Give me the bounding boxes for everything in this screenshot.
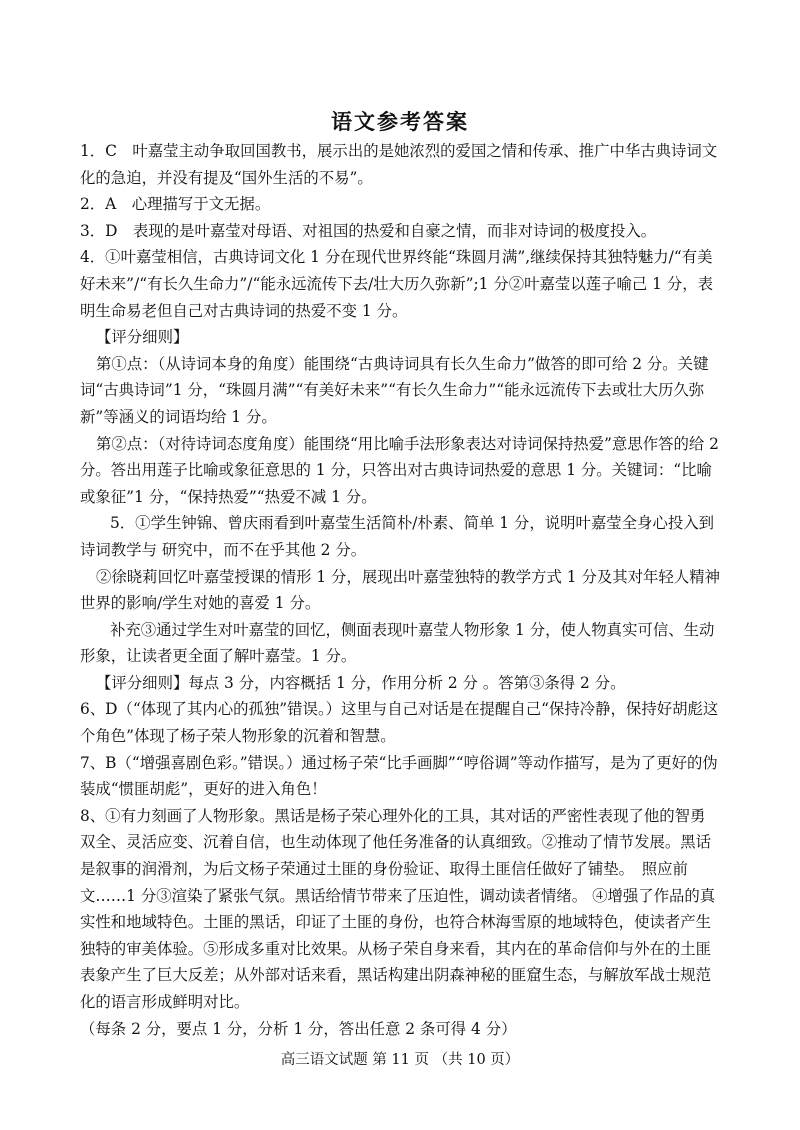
answer-6: 6、D（“体现了其内心的孤独”错误。）这里与自己对话是在提醒自己“保持冷静，保持好胡彪这个角色”体现了杨子荣人物形象的沉着和智慧。 <box>80 700 719 746</box>
answer-4: 4．①叶嘉莹相信，古典诗词文化 1 分在现代世界终能“珠圆月满”,继续保持其独特魅力/“有美好未来”/“有长久生命力”/“能永远流传下去/壮大历久弥新”;1 分②叶嘉莹以莲子喻己 1 分，表明生命易老但自己对古典诗词的热爱不变 1 分。 <box>80 248 714 320</box>
answer-content <box>80 138 720 1042</box>
answer-3: 3．D 表现的是叶嘉莹对母语、对祖国的热爱和自豪之情，而非对诗词的极度投入。 <box>80 221 657 240</box>
answer-5-scoring-rules: 【评分细则】每点 3 分，内容概括 1 分，作用分析 2 分 。答第③条得 2 分。 <box>96 673 626 692</box>
page-footer: 高三语文试题 第 11 页 （共 10 页） <box>280 1052 520 1068</box>
answer-5-point-1: 5．①学生钟锦、曾庆雨看到叶嘉莹生活简朴/朴素、简单 1 分，说明叶嘉莹全身心投入到诗词教学与 研究中，而不在乎其他 2 分。 <box>80 514 715 559</box>
page-title: 语文参考答案 <box>331 110 469 134</box>
answer-8-scoring-note: （每条 2 分，要点 1 分，分析 1 分，答出任意 2 条可得 4 分） <box>80 1019 517 1038</box>
answer-1: 1．C 叶嘉莹主动争取回国教书，展示出的是她浓烈的爱国之情和传承、推广中华古典诗词文化的急迫，并没有提及“国外生活的不易”。 <box>80 142 718 187</box>
scoring-point-2: 第②点：（对待诗词态度角度）能围绕“用比喻手法形象表达对诗词保持热爱”意思作答的给 2 分。答出用莲子比喻或象征意思的 1 分，只答出对古典诗词热爱的意思 1 分。关键词：“比喻或象征”1 分，“保持热爱”“热爱不减 1 分。 <box>80 434 719 506</box>
answer-7: 7、B（“增强喜剧色彩。”错误。）通过杨子荣“比手画脚”“哼俗调”等动作描写，是为了更好的伪装成“惯匪胡彪”，更好的进入角色！ <box>80 753 718 799</box>
scoring-point-1: 第①点：（从诗词本身的角度）能围绕“古典诗词具有长久生命力”做答的即可给 2 分。关键词“古典诗词”1 分，“珠圆月满”“有美好未来”“有长久生命力”“能永远流传下去或壮大历久弥新”等涵义的词语均给 1 分。 <box>80 354 709 426</box>
answer-5-point-2: ②徐晓莉回忆叶嘉莹授课的情形 1 分，展现出叶嘉莹独特的教学方式 1 分及其对年轻人精神世界的影响/学生对她的喜爱 1 分。 <box>80 567 720 613</box>
answer-5-supplement: 补充③通过学生对叶嘉莹的回忆，侧面表现叶嘉莹人物形象 1 分，使人物真实可信、生动形象，让读者更全面了解叶嘉莹。1 分。 <box>80 620 715 666</box>
answer-8: 8、①有力刻画了人物形象。黑话是杨子荣心理外化的工具，其对话的严密性表现了他的智勇双全、灵活应变、沉着自信，也生动体现了他任务准备的认真细致。②推动了情节发展。黑话是叙事的润滑剂，为后文杨子荣通过土匪的身份验证、取得土匪信任做好了铺垫。 照应前文……1 分③渲染了紧张气氛。黑话给情节带来了压迫性，调动读者情绪。 ④增强了作品的真实性和地域特色。土匪的黑话，印证了土匪的身份，也符合林海雪原的地域特色，使读者产生独特的审美体验。⑤形成多重对比效果。从杨子荣自身来看，其内在的革命信仰与外在的土匪表象产生了巨大反差；从外部对话来看，黑话构建出阴森神秘的匪窟生态，与解放军战士规范化的语言形成鲜明对比。 <box>80 806 716 1011</box>
scoring-rules-heading: 【评分细则】 <box>96 328 189 347</box>
answer-2: 2．A 心理描写于文无据。 <box>80 195 271 214</box>
